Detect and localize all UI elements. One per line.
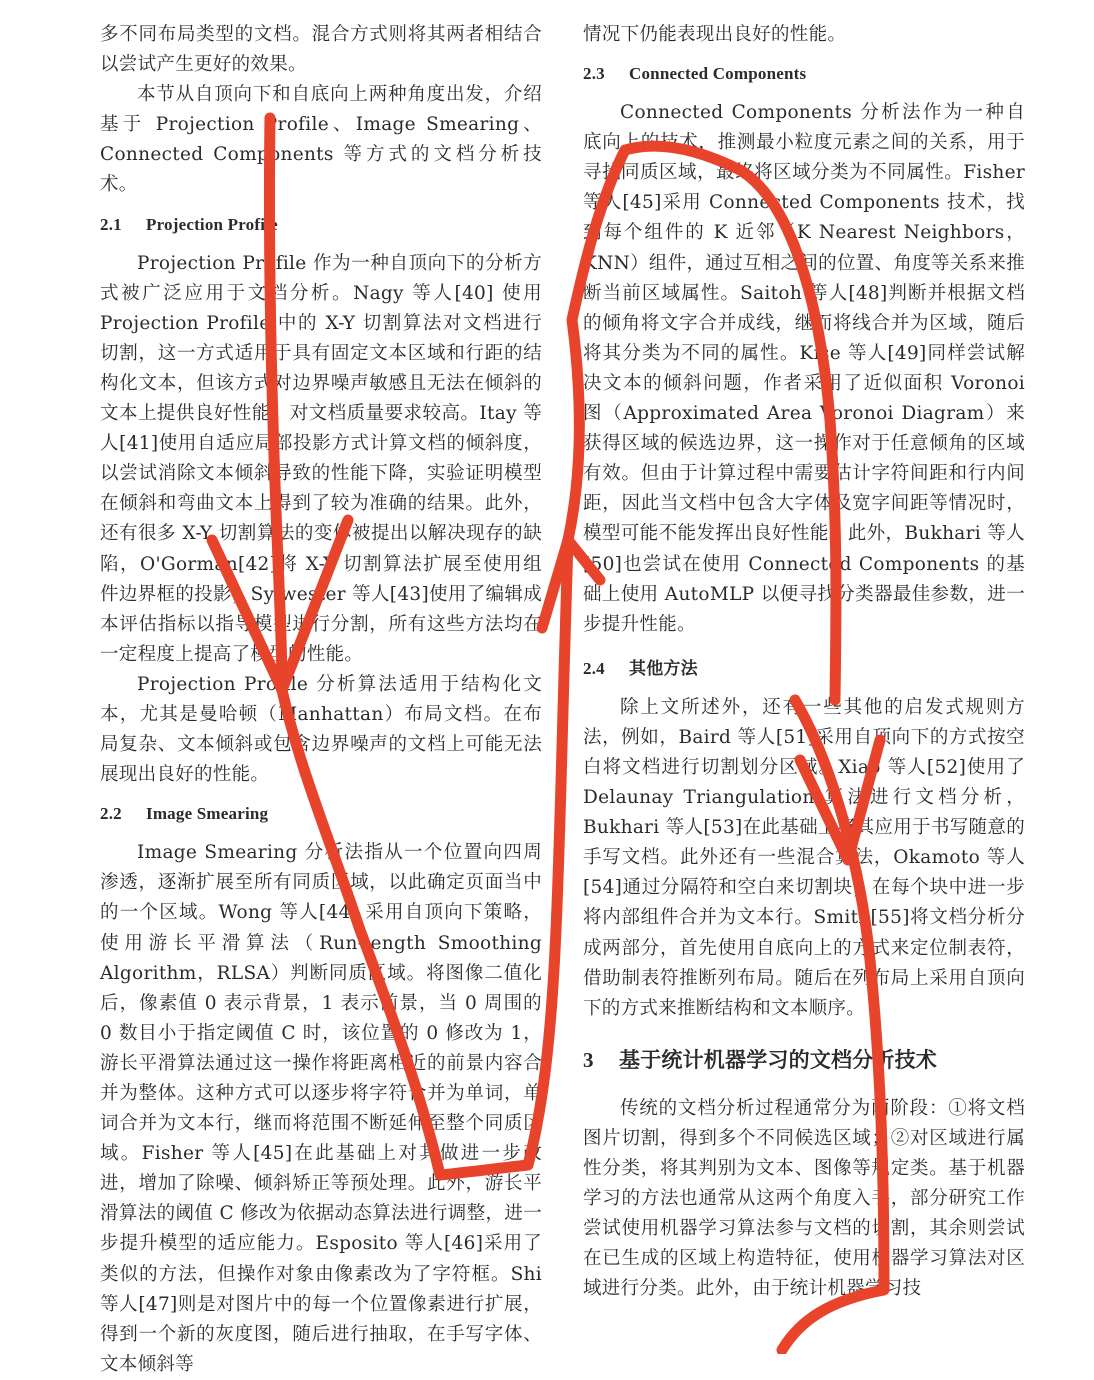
section-number: 2.1 [100,214,122,234]
paragraph-projection-profile: Projection Profile 作为一种自顶向下的分析方式被广泛应用于文档分析。Nagy 等人[40] 使用 Projection Profile 中的 X-Y 切割算法对文档进行切割，这一方式适用于具有固定文本区域和行距的结构化文本，但该方式对边界噪声敏感且无法在倾斜的文本上提供良好性能，对文档质量要求较高。Itay 等人[41]使用自适应局部投影方式计算文档的倾斜度，以尝试消除文本倾斜导致的性能下降，实验证明模型在倾斜和弯曲文本上得到了较为准确的结果。此外，还有很多 X-Y 切割算法的变体被提出以解决现存的缺陷，O'Gorman[42]将 X-Y 切割算法扩展至使用组件边界框的投影，Sylwester 等人[43]使用了编辑成本评估指标以指导模型进行分割，所有这些方法均在一定程度上提高了模型的性能。 [100,252,542,665]
left-column [100,0,542,1380]
section-title: Projection Profile [146,214,278,234]
section-number: 3 [583,1047,594,1072]
section-number: 2.3 [583,64,605,84]
section-number: 2.4 [583,658,605,678]
section-title: Image Smearing [146,804,269,824]
section-number: 2.2 [100,804,122,824]
section-title: 其他方法 [629,658,698,678]
section-title: 基于统计机器学习的文档分析技术 [619,1047,937,1072]
section-2-2-heading [100,804,542,824]
paragraph-image-smearing: Image Smearing 分析法指从一个位置向四周渗透，逐渐扩展至所有同质区域，以此确定页面当中的一个区域。Wong 等人[44] 采用自顶向下策略，使用游长平滑算法（Run-length Smoothing Algorithm，RLSA）判断同质区域。将图像二值化后，像素值 0 表示背景，1 表示前景，当 0 周围的 0 数目小于指定阈值 C 时，该位置的 0 修改为 1，游长平滑算法通过这一操作将距离相近的前景内容合并为整体。这种方式可以逐步将字符合并为单词，单词合并为文本行，继而将范围不断延伸至整个同质区域。Fisher 等人[45]在此基础上对其做进一步改进，增加了除噪、倾斜矫正等预处理。此外，游长平滑算法的阈值 C 修改为依据动态算法进行调整，进一步提升模型的适应能力。Esposito 等人[46]采用了类似的方法，但操作对象由像素改为了字符框。Shi 等人[47]则是对图片中的每一个位置像素进行扩展，得到一个新的灰度图，随后进行抽取，在手写字体、文本倾斜等 [100,842,542,1375]
paragraph-other-methods: 除上文所述外，还有一些其他的启发式规则方法，例如，Baird 等人[51]采用自顶向下的方式按空白将文档进行切割划分区域。Xiao 等人[52]使用了 Delaunay Triangulation 算法进行文档分析，Bukhari 等人[53]在此基础上将其应用于书写随意的手写文档。此外还有一些混合算法，Okamoto 等人[54]通过分隔符和空白来切割块，在每个块中进一步将内部组件合并为文本行。Smith[55]将文档分析分成两部分，首先使用自底向上的方式来定位制表符，借助制表符推断列布局。随后在列布局上采用自顶向下的方式来推断结构和文本顺序。 [583,696,1025,1019]
paragraph-projection-summary: Projection Profile 分析算法适用于结构化文本，尤其是曼哈顿（Manhattan）布局文档。在布局复杂、文本倾斜或包含边界噪声的文档上可能无法展现出良好的性能。 [100,673,542,786]
paragraph-connected-components: Connected Components 分析法作为一种自底向上的技术，推测最小粒度元素之间的关系，用于寻找同质区域，最终将区域分类为不同属性。Fisher 等人[45]采用 Connected Components 技术，找到每个组件的 K 近邻（K Nearest Neighbors，KNN）组件，通过互相之间的位置、角度等关系来推断当前区域属性。Saitoh 等人[48]判断并根据文档的倾角将文字合并成线，继而将线合并为区域，随后将其分类为不同的属性。Kise 等人[49]同样尝试解决文本的倾斜问题，作者采用了近似面积 Voronoi 图（Approximated Area Voronoi Diagram）来获得区域的候选边界，这一操作对于任意倾角的区域有效。但由于计算过程中需要估计字符间距和行内间距，因此当文档中包含大字体及宽字间距等情况时，模型可能不能发挥出良好性能。此外，Bukhari 等人[50]也尝试在使用 Connected Components 的基础上使用 AutoMLP 以便寻找分类器最佳参数，进一步提升性能。 [583,102,1025,635]
section-2-3-heading [583,64,1025,84]
section-title: Connected Components [629,64,807,84]
section-2-4-heading [583,654,1025,679]
paragraph-continuation: 情况下仍能表现出良好的性能。 [583,24,847,45]
section-3-heading [583,1044,1025,1074]
section-2-1-heading [100,215,542,235]
paragraph-statistical-ml: 传统的文档分析过程通常分为两阶段：①将文档图片切割，得到多个不同候选区域；②对区域进行属性分类，将其判别为文本、图像等规定类。基于机器学习的方法也通常从这两个角度入手，部分研究工作尝试使用机器学习算法参与文档的切割，其余则尝试在已生成的区域上构造特征，使用机器学习算法对区域进行分类。此外，由于统计机器学习技 [583,1097,1025,1300]
right-column [583,0,1025,1304]
paragraph-intro: 本节从自顶向下和自底向上两种角度出发，介绍基于 Projection Profile、Image Smearing、Connected Components 等方式的文档分析技术。 [100,84,542,196]
paragraph-continuation: 多不同布局类型的文档。混合方式则将其两者相结合以尝试产生更好的效果。 [100,24,542,76]
